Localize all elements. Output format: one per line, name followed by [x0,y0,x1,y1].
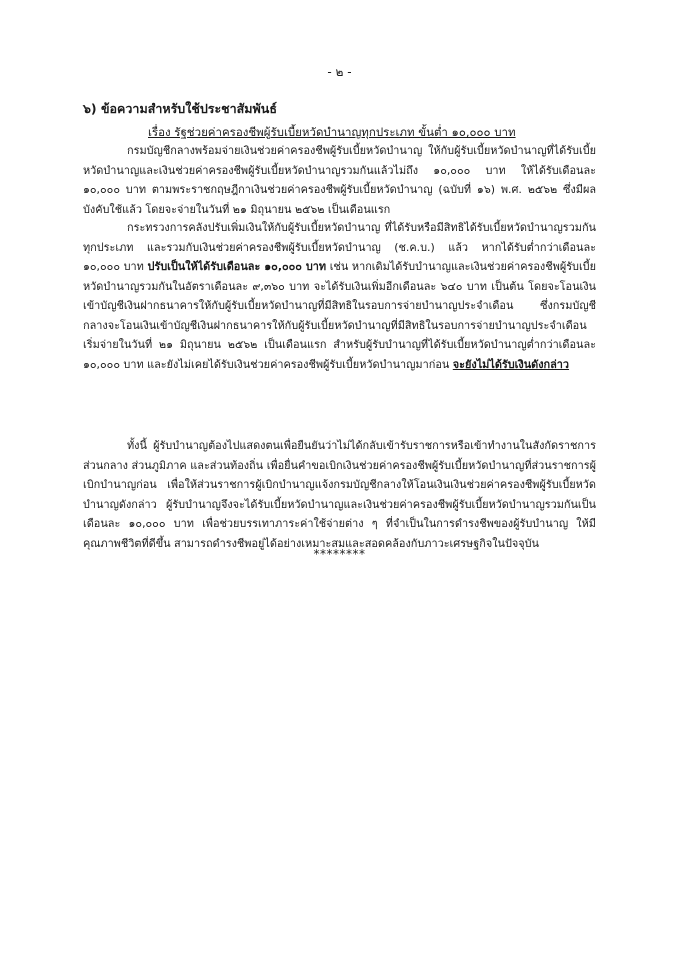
paragraph-text: กระทรวงการคลังปรับเพิ่มเงินให้กับผู้รับเบี้ยหวัดบำนาญ ที่ได้รับหรือมีสิทธิได้รับเบี้ยหวัดบำนาญรวมกันทุกประเภท และรวมกับเงินช่วยค่าครองชีพผู้รับเบี้ยหวัดบำนาญ (ช.ค.บ.) แล้ว หากได้รับต่ำกว่าเดือนละ ๑๐,๐๐๐ บาท [83,221,596,273]
page-number: - ๒ - [327,65,352,79]
paragraph-text: เช่น หากเดิมได้รับบำนาญและเงินช่วยค่าครองชีพผู้รับเบี้ยหวัดบำนาญรวมกันในอัตราเดือนละ ๙,๓๖๐ บาท จะได้รับเงินเพิ่มอีกเดือนละ ๖๔๐ บาท เป็นต้น โดยจะโอนเงินเข้าบัญชีเงินฝากธนาคารให้กับผู้รับเบี้ยหวัดบำนาญที่มีสิทธิในรอบการจ่ายบำนาญประจำเดือน ซึ่งกรมบัญชีกลางจะโอนเงินเข้าบัญชีเงินฝากธนาคารให้กับผู้รับเบี้ยหวัดบำนาญที่มีสิทธิในรอบการจ่ายบำนาญประจำเดือน เริ่มจ่ายในวันที่ ๒๑ มิถุนายน ๒๕๖๒ เป็นเดือนแรก สำหรับผู้รับบำนาญที่ได้รับเบี้ยหวัดบำนาญต่ำกว่าเดือนละ ๑๐,๐๐๐ บาท และยังไม่เคยได้รับเงินช่วยค่าครองชีพผู้รับเบี้ยหวัดบำนาญมาก่อน [83,260,596,371]
section-heading: ๖) ข้อความสำหรับใช้ประชาสัมพันธ์ [83,101,277,116]
paragraph-announcement: กรมบัญชีกลางพร้อมจ่ายเงินช่วยค่าครองชีพผู้รับเบี้ยหวัดบำนาญ ให้กับผู้รับเบี้ยหวัดบำนาญที่ได้รับเบี้ยหวัดบำนาญและเงินช่วยค่าครองชีพผู้รับเบี้ยหวัดบำนาญรวมกันแล้วไม่ถึง ๑๐,๐๐๐ บาท ให้ได้รับเดือนละ ๑๐,๐๐๐ บาท ตามพระราชกฤษฎีกาเงินช่วยค่าครองชีพผู้รับเบี้ยหวัดบำนาญ (ฉบับที่ ๑๖) พ.ศ. ๒๕๖๒ ซึ่งมีผลบังคับใช้แล้ว โดยจะจ่ายในวันที่ ๒๑ มิถุนายน ๒๕๖๒ เป็นเดือนแรก [83,144,596,216]
paragraph-requirements: ทั้งนี้ ผู้รับบำนาญต้องไปแสดงตนเพื่อยืนยันว่าไม่ได้กลับเข้ารับราชการหรือเข้าทำงานในสังกัดราชการส่วนกลาง ส่วนภูมิภาค และส่วนท้องถิ่น เพื่อยื่นคำขอเบิกเงินช่วยค่าครองชีพผู้รับเบี้ยหวัดบำนาญที่ส่วนราชการผู้เบิกบำนาญก่อน เพื่อให้ส่วนราชการผู้เบิกบำนาญแจ้งกรมบัญชีกลางให้โอนเงินเงินช่วยค่าครองชีพผู้รับเบี้ยหวัดบำนาญดังกล่าว ผู้รับบำนาญจึงจะได้รับเบี้ยหวัดบำนาญและเงินช่วยค่าครองชีพผู้รับเบี้ยหวัดบำนาญรวมกันเป็นเดือนละ ๑๐,๐๐๐ บาท เพื่อช่วยบรรเทาภาระค่าใช้จ่ายต่าง ๆ ที่จำเป็นในการดำรงชีพของผู้รับบำนาญ ให้มีคุณภาพชีวิตที่ดีขึ้น สามารถดำรงชีพอยู่ได้อย่างเหมาะสมและสอดคล้องกับภาวะเศรษฐกิจในปัจจุบัน [83,439,596,550]
subject-line: เรื่อง รัฐช่วยค่าครองชีพผู้รับเบี้ยหวัดบำนาญทุกประเภท ขั้นต่ำ ๑๐,๐๐๐ บาท [148,125,516,139]
end-marker: ******** [313,547,366,561]
paragraph-adjustment-details [83,218,596,374]
bold-emphasis: ปรับเป็นให้ได้รับเดือนละ ๑๐,๐๐๐ บาท [147,260,327,273]
bold-underline-emphasis: จะยังไม่ได้รับเงินดังกล่าว [452,357,570,371]
